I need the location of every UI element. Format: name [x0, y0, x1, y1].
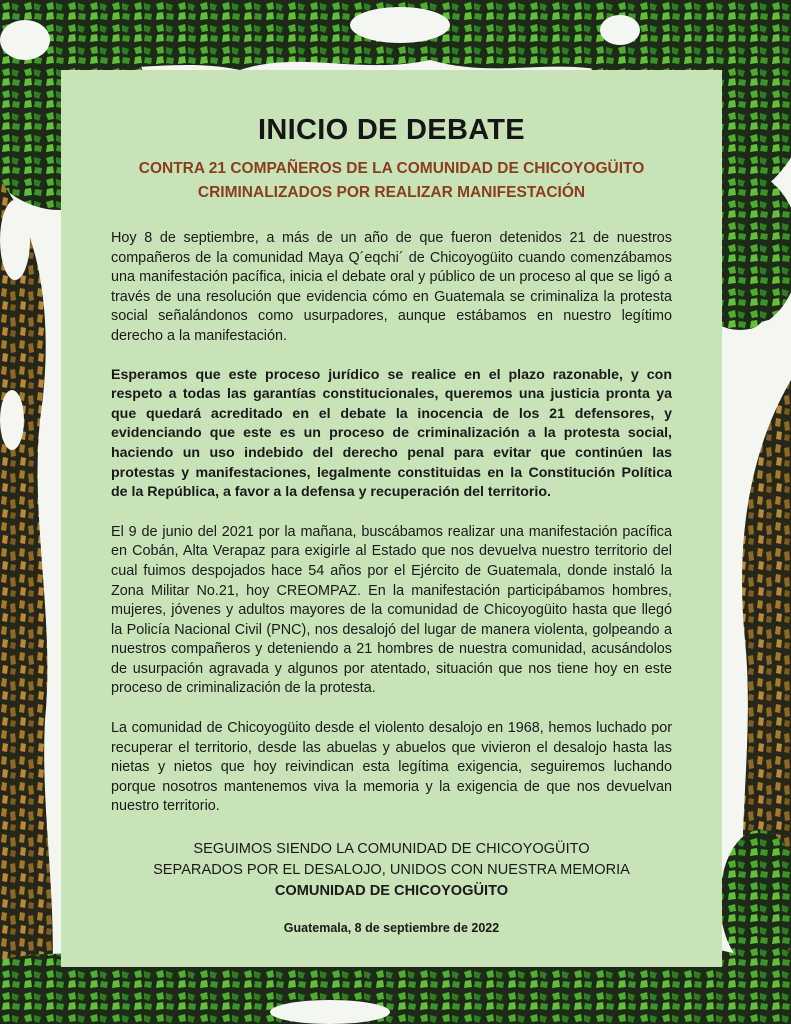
- closing-statement: [111, 839, 672, 902]
- document-subtitle: [111, 157, 672, 205]
- paragraph-events: El 9 de junio del 2021 por la mañana, buscábamos realizar una manifestación pacífica en Cobán, Alta Verapaz para exigirle al Estado que nos devuelva nuestro territorio del cual fuimos despojados hace 54 años por el Ejército de Guatemala, donde instaló la Zona Militar No.21, hoy CREOMPAZ. En la manifestación participábamos hombres, mujeres, jóvenes y adultos mayores de la comunidad de Chicoyogüito hasta que llegó la Policía Nacional Civil (PNC), nos desalojó del lugar de manera violenta, golpeando a nuestros compañeros y deteniendo a 21 hombres de nuestra comunidad, acusándolos de usurpación agravada y algunos por atentado, situación que nos tiene hoy en este proceso de criminalización de la protesta.: [111, 523, 672, 697]
- document-card: [61, 70, 722, 967]
- paragraph-intro: Hoy 8 de septiembre, a más de un año de que fueron detenidos 21 de nuestros compañeros de la comunidad Maya Q´eqchi´ de Chicoyogüito cuando comenzábamos una manifestación pacífica, inicia el debate oral y público de un proceso al que se ligó a través de una resolución que evidencia cómo en Guatemala se criminaliza la protesta social señalándonos como usurpadores, aunque estábamos en nuestro legítimo derecho a la manifestación.: [111, 230, 672, 344]
- closing-line: SEPARADOS POR EL DESALOJO, UNIDOS CON NUESTRA MEMORIA: [153, 862, 630, 879]
- paragraph-demands: Esperamos que este proceso jurídico se realice en el plazo razonable, y con respeto a todas las garantías constitucionales, queremos una justicia pronta ya que quedará acreditado en el debate la inocencia de los 21 defensores, y evidenciando que este es un proceso de criminalización a la protesta social, haciendo un uso indebido del derecho penal para evitar que continúen las protestas y manifestaciones, legalmente constituidas en la Constitución Política de la República, a favor a la defensa y recuperación del territorio.: [111, 366, 672, 501]
- paragraph-history: La comunidad de Chicoyogüito desde el violento desalojo en 1968, hemos luchado por recuperar el territorio, desde las abuelas y abuelos que vivieron el desalojo hasta las nietas y nietos que hoy reivindican esta legítima exigencia, seguiremos luchando porque nosotros mantenemos viva la memoria y la exigencia de que nos devuelvan nuestro territorio.: [111, 720, 672, 815]
- closing-line: SEGUIMOS SIENDO LA COMUNIDAD DE CHICOYOGÜITO: [193, 841, 590, 858]
- subtitle-line: CRIMINALIZADOS POR REALIZAR MANIFESTACIÓN: [197, 184, 586, 201]
- closing-signature: COMUNIDAD DE CHICOYOGÜITO: [274, 883, 509, 900]
- document-title: INICIO DE DEBATE: [258, 114, 525, 146]
- subtitle-line: CONTRA 21 COMPAÑEROS DE LA COMUNIDAD DE CHICOYOGÜITO: [138, 160, 645, 177]
- document-date: Guatemala, 8 de septiembre de 2022: [283, 921, 500, 936]
